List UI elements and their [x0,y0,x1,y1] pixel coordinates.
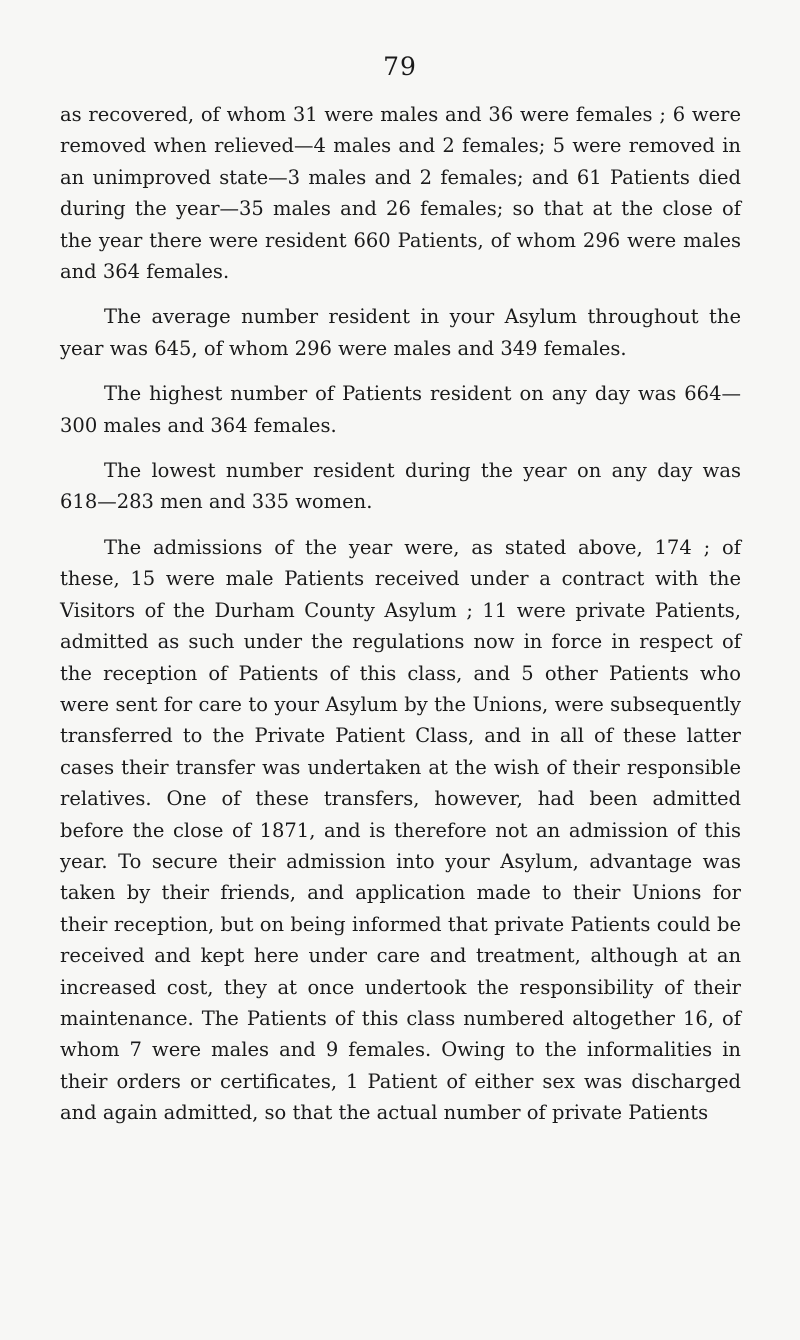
paragraph-lowest-resident: The lowest number resident during the year on any day was 618—283 men and 335 women. [60,459,741,514]
body-text [60,99,741,1129]
paragraph-highest-resident: The highest number of Patients resident on any day was 664—300 males and 364 females. [60,382,741,437]
paragraph-admissions: The admissions of the year were, as stated above, 174 ; of these, 15 were male Patients received under a contract with the Visitors of the Durham County Asylum ; 11 were private Patients, admitted as such under the regulations now in force in respect of the reception of Patients of this class, and 5 other Patients who were sent for care to your Asylum by the Unions, were subsequently transferred to the Private Patient Class, and in all of these latter cases their transfer was undertaken at the wish of their responsible relatives. One of these transfers, however, had been admitted before the close of 1871, and is therefore not an admission of this year. To secure their admission into your Asylum, advantage was taken by their friends, and application made to their Unions for their reception, but on being informed that private Patients could be received and kept here under care and treatment, although at an increased cost, they at once undertook the responsibility of their maintenance. The Patients of this class numbered altogether 16, of whom 7 were males and 9 females. Owing to the informalities in their orders or certificates, 1 Patient of either sex was discharged and again admitted, so that the actual number of private Patients [60,535,741,1125]
paragraph-recovered-removed-died: as recovered, of whom 31 were males and 36 were females ; 6 were removed when relieved—4 males and 2 females; 5 were removed in an unimproved state—3 males and 2 females; and 61 Patients died during the year—35 males and 26 females; so that at the close of the year there were resident 660 Patients, of whom 296 were males and 364 females. [60,103,741,284]
paragraph-average-resident: The average number resident in your Asylum throughout the year was 645, of whom 296 were males and 349 females. [60,305,741,360]
page-number: 79 [383,52,417,81]
